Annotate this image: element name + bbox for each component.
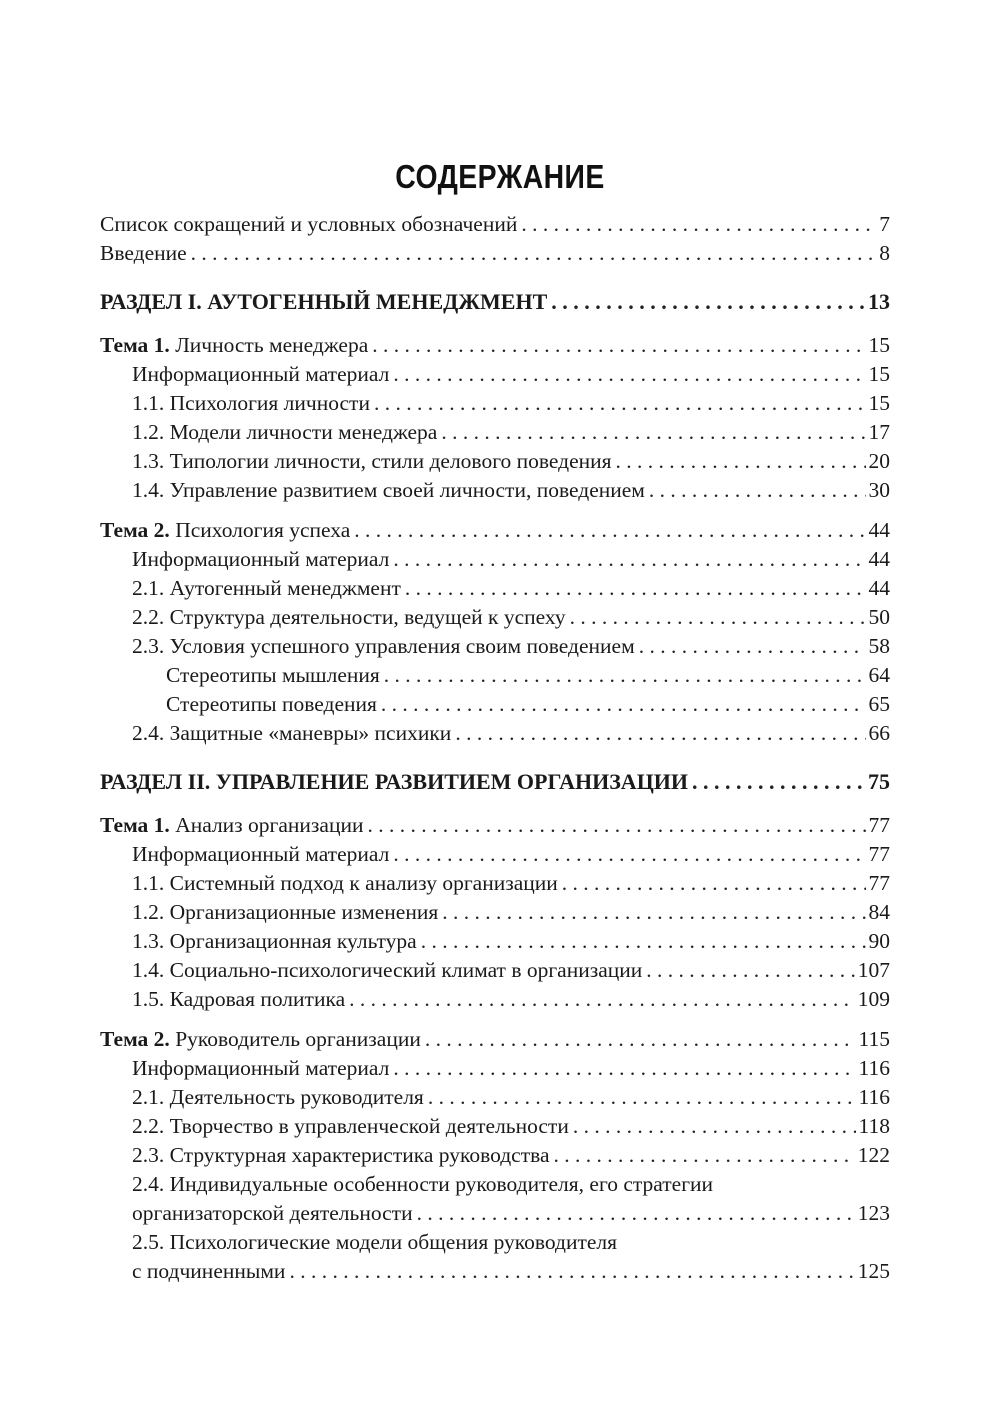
toc-page-number: 15 (868, 333, 890, 357)
toc-page-number: 17 (868, 420, 890, 444)
toc-subentry[interactable] (100, 632, 890, 661)
toc-topic[interactable] (100, 811, 890, 840)
toc-page-number: 77 (868, 871, 890, 895)
toc-subentry-label: 1.1. Психология личности (132, 391, 370, 415)
toc-subsubentry[interactable] (100, 690, 890, 719)
toc-page-number: 15 (868, 391, 890, 415)
toc-page-number: 77 (868, 813, 890, 837)
dot-leader (393, 545, 865, 574)
dot-leader (442, 898, 865, 927)
dot-leader (381, 690, 866, 719)
toc-page-number: 44 (868, 547, 890, 571)
dot-leader (374, 389, 866, 418)
dot-leader (646, 956, 854, 985)
toc-subentry[interactable] (100, 574, 890, 603)
toc-entry[interactable] (100, 239, 890, 268)
toc-page-number: 7 (879, 212, 890, 236)
toc-page-number: 75 (868, 769, 890, 794)
dot-leader (692, 767, 865, 797)
dot-leader (441, 418, 865, 447)
topic-prefix: Тема 1. (100, 813, 170, 837)
toc-page-number: 90 (868, 929, 890, 953)
spacer (100, 505, 890, 516)
toc-entry-label: Список сокращений и условных обозначений (100, 212, 518, 236)
toc-subentry[interactable] (100, 1054, 890, 1083)
toc-page-number: 116 (858, 1085, 890, 1109)
toc-page-number: 107 (857, 958, 890, 982)
toc-subentry-label: 1.1. Системный подход к анализу организации (132, 871, 558, 895)
dot-leader (191, 239, 877, 268)
toc-subentry[interactable] (100, 840, 890, 869)
toc-topic[interactable] (100, 1025, 890, 1054)
toc-subentry-label: 2.3. Условия успешного управления своим поведением (132, 634, 635, 658)
toc-page-number: 50 (868, 605, 890, 629)
toc-subsubentry-label: Стереотипы мышления (166, 663, 380, 687)
toc-subentry[interactable] (100, 1170, 890, 1199)
toc-subentry[interactable] (100, 898, 890, 927)
toc-subentry-label: 1.3. Организационная культура (132, 929, 417, 953)
dot-leader (393, 840, 865, 869)
toc-subentry[interactable] (100, 956, 890, 985)
dot-leader (573, 1112, 856, 1141)
toc-subentry[interactable] (100, 360, 890, 389)
topic-title: Психология успеха (175, 518, 351, 542)
toc-page-number: 44 (868, 518, 890, 542)
page-title: СОДЕРЖАНИЕ (395, 158, 605, 195)
topic-prefix: Тема 2. (100, 1027, 170, 1051)
topic-title: Личность менеджера (175, 333, 369, 357)
toc-page-number: 58 (868, 634, 890, 658)
dot-leader (367, 811, 865, 840)
toc-entry-label: Введение (100, 241, 187, 265)
dot-leader (372, 331, 865, 360)
toc-subentry-continuation[interactable] (100, 1199, 890, 1228)
dot-leader (417, 1199, 855, 1228)
dot-leader (349, 985, 855, 1014)
toc-page-number: 8 (879, 241, 890, 265)
toc-subentry[interactable] (100, 389, 890, 418)
toc-subentry[interactable] (100, 927, 890, 956)
toc-subentry[interactable] (100, 869, 890, 898)
toc-page-number: 125 (857, 1259, 890, 1283)
toc-page-number: 13 (868, 289, 890, 314)
toc-topic-label (100, 516, 350, 545)
toc-page-number: 116 (858, 1056, 890, 1080)
toc-page-number: 20 (868, 449, 890, 473)
toc-page-number: 15 (868, 362, 890, 386)
toc-page-number: 30 (868, 478, 890, 502)
toc-page-number: 64 (868, 663, 890, 687)
toc-subentry-label: 1.4. Управление развитием своей личности, поведением (132, 478, 645, 502)
toc-subentry[interactable] (100, 1141, 890, 1170)
toc-subentry-label: 1.3. Типологии личности, стили делового поведения (132, 449, 612, 473)
dot-leader (354, 516, 865, 545)
toc-subentry-label: Информационный материал (132, 842, 390, 866)
toc-page-number: 118 (858, 1114, 890, 1138)
toc-subentry-label: 2.2. Творчество в управленческой деятельности (132, 1114, 569, 1138)
table-of-contents (100, 210, 890, 1286)
toc-subentry-label: 1.5. Кадровая политика (132, 987, 346, 1011)
toc-page-number: 84 (868, 900, 890, 924)
toc-page-number: 65 (868, 692, 890, 716)
dot-leader (384, 661, 866, 690)
toc-subentry-label: 2.2. Структура деятельности, ведущей к успеху (132, 605, 566, 629)
toc-subentry-label: 2.1. Деятельность руководителя (132, 1085, 424, 1109)
toc-subentry[interactable] (100, 545, 890, 574)
toc-page-number: 77 (868, 842, 890, 866)
toc-subentry-label: Информационный материал (132, 547, 390, 571)
toc-subentry-label: Информационный материал (132, 362, 390, 386)
toc-topic-label (100, 331, 368, 360)
toc-subentry-label: Информационный материал (132, 1056, 390, 1080)
dot-leader (455, 719, 865, 748)
dot-leader (428, 1083, 856, 1112)
toc-section-heading[interactable] (100, 767, 890, 797)
dot-leader (551, 287, 865, 317)
toc-page-number: 109 (857, 987, 890, 1011)
toc-topic-label (100, 811, 363, 840)
toc-subsubentry-label: Стереотипы поведения (166, 692, 377, 716)
toc-subentry[interactable] (100, 1083, 890, 1112)
topic-title: Анализ организации (175, 813, 364, 837)
toc-subentry-label: 2.4. Индивидуальные особенности руководителя, его стратегии (132, 1172, 714, 1196)
toc-subentry[interactable] (100, 985, 890, 1014)
toc-topic[interactable] (100, 331, 890, 360)
toc-subentry-continuation[interactable] (100, 1257, 890, 1286)
toc-section-heading[interactable] (100, 287, 890, 317)
topic-title: Руководитель организации (175, 1027, 421, 1051)
toc-subentry-label: 1.2. Организационные изменения (132, 900, 439, 924)
dot-leader (570, 603, 866, 632)
toc-subentry[interactable] (100, 1228, 890, 1257)
dot-leader (393, 360, 865, 389)
dot-leader (649, 476, 866, 505)
toc-subentry[interactable] (100, 418, 890, 447)
toc-subentry[interactable] (100, 719, 890, 748)
dot-leader (289, 1257, 854, 1286)
dot-leader (393, 1054, 855, 1083)
toc-entry[interactable] (100, 210, 890, 239)
toc-page-number: 44 (868, 576, 890, 600)
section-heading-label: РАЗДЕЛ I. АУТОГЕННЫЙ МЕНЕДЖМЕНТ (100, 289, 548, 314)
toc-subentry[interactable] (100, 476, 890, 505)
toc-subentry-label: 2.1. Аутогенный менеджмент (132, 576, 401, 600)
toc-subentry-label: организаторской деятельности (132, 1201, 413, 1225)
toc-topic[interactable] (100, 516, 890, 545)
dot-leader (639, 632, 866, 661)
toc-topic-label (100, 1025, 421, 1054)
dot-leader (554, 1141, 855, 1170)
section-heading-label: РАЗДЕЛ II. УПРАВЛЕНИЕ РАЗВИТИЕМ ОРГАНИЗАЦИИ (100, 769, 689, 794)
toc-subentry-label: 1.4. Социально-психологический климат в организации (132, 958, 643, 982)
dot-leader (616, 447, 866, 476)
toc-subentry-label: 2.5. Психологические модели общения руководителя (132, 1230, 618, 1254)
dot-leader (521, 210, 876, 239)
dot-leader (421, 927, 866, 956)
toc-subentry-label: с подчиненными (132, 1259, 286, 1283)
toc-subentry-label: 2.4. Защитные «маневры» психики (132, 721, 452, 745)
toc-page-number: 123 (857, 1201, 890, 1225)
dot-leader (425, 1025, 856, 1054)
toc-subentry[interactable] (100, 603, 890, 632)
toc-subentry-label: 2.3. Структурная характеристика руководства (132, 1143, 550, 1167)
dot-leader (405, 574, 866, 603)
toc-page-number: 115 (858, 1027, 890, 1051)
topic-prefix: Тема 2. (100, 518, 170, 542)
toc-subsubentry[interactable] (100, 661, 890, 690)
topic-prefix: Тема 1. (100, 333, 170, 357)
toc-page-number: 66 (868, 721, 890, 745)
toc-subentry[interactable] (100, 447, 890, 476)
toc-subentry[interactable] (100, 1112, 890, 1141)
toc-page-number: 122 (857, 1143, 890, 1167)
spacer (100, 1014, 890, 1025)
toc-subentry-label: 1.2. Модели личности менеджера (132, 420, 438, 444)
dot-leader (562, 869, 866, 898)
